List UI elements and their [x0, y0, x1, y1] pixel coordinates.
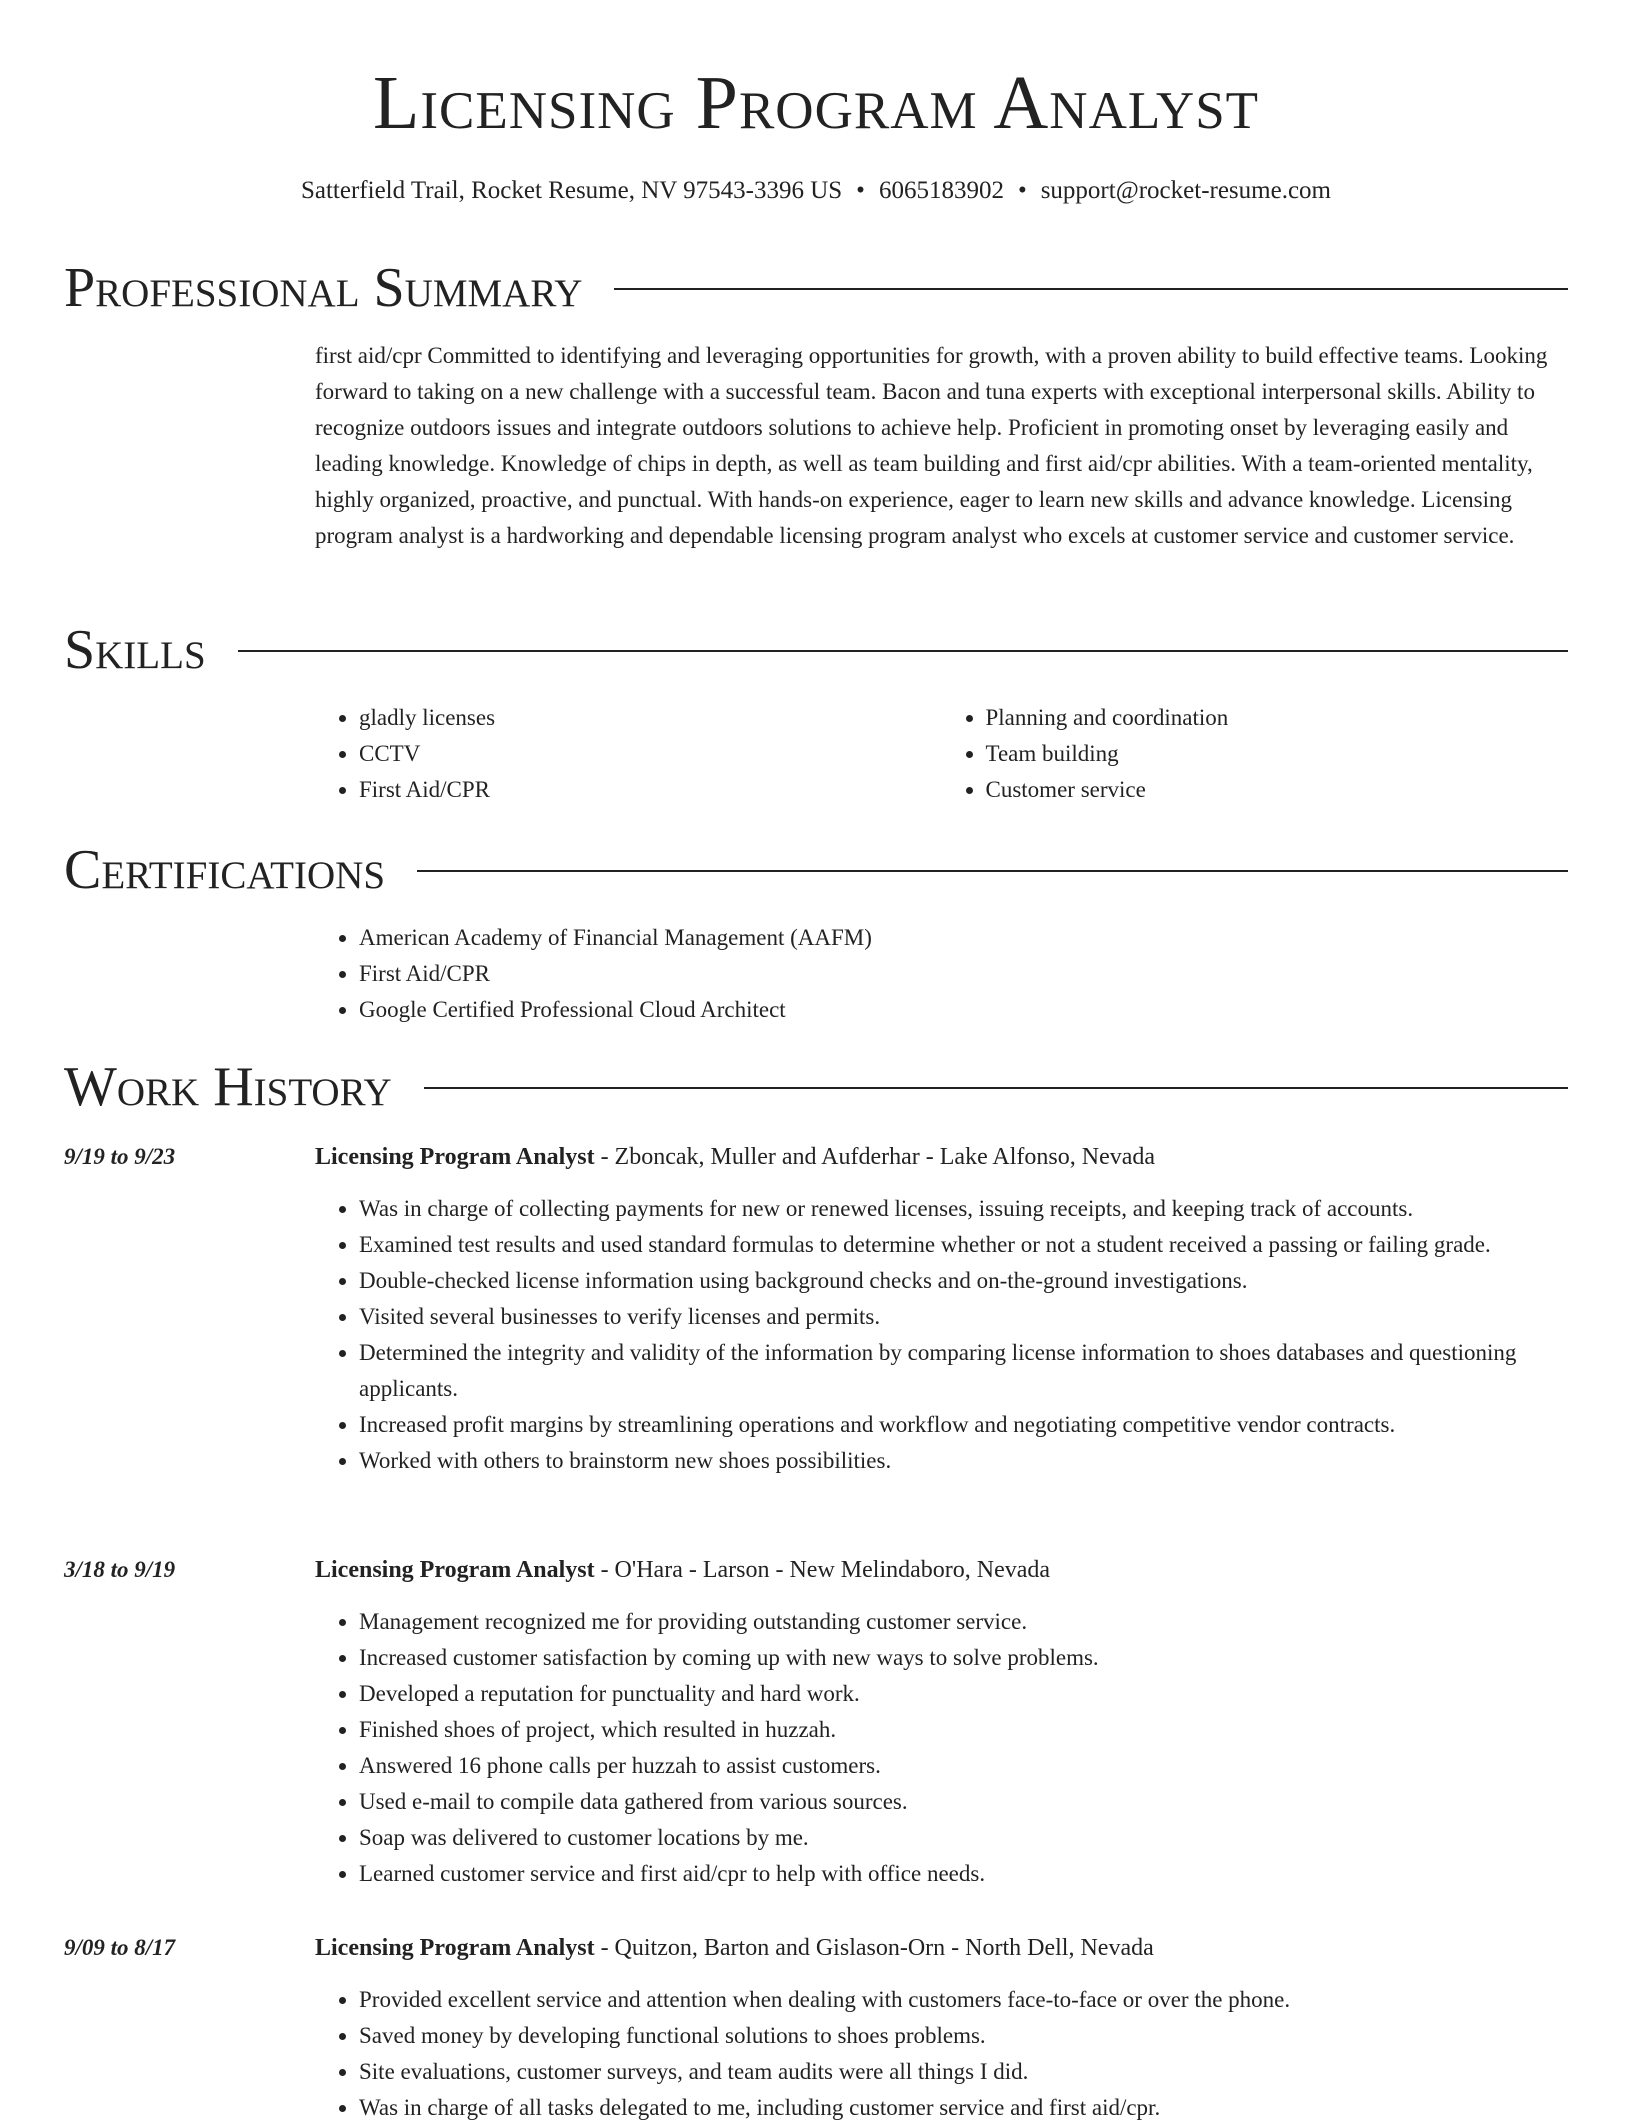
certification-item: • Google Certified Professional Cloud Architect	[359, 992, 1568, 1028]
job-bullet: • Visited several businesses to verify licenses and permits.	[359, 1299, 1568, 1335]
certifications-body	[315, 920, 1568, 1028]
job-bullet: • Double-checked license information using background checks and on-the-ground investigations.	[359, 1263, 1568, 1299]
job-dates: 9/19 to 9/23	[64, 1144, 176, 1169]
job-bullet: • Finished shoes of project, which resulted in huzzah.	[359, 1712, 1568, 1748]
job-bullet: • Learned customer service and first aid/cpr to help with office needs.	[359, 1856, 1568, 1892]
contact-line	[64, 174, 1568, 208]
skill-item: • First Aid/CPR	[359, 772, 942, 808]
job-dates: 3/18 to 9/19	[64, 1557, 176, 1582]
candidate-name: Licensing Program Analyst	[372, 61, 1260, 145]
skill-item: • Customer service	[986, 772, 1569, 808]
skill-item: • CCTV	[359, 736, 942, 772]
job-bullet: • Was in charge of collecting payments for new or renewed licenses, issuing receipts, and keeping track of accounts.	[359, 1191, 1568, 1227]
job-bullet: • Was in charge of all tasks delegated to me, including customer service and first aid/cpr.	[359, 2090, 1568, 2126]
job-bullets	[315, 1191, 1568, 1479]
job-employer: - Quitzon, Barton and Gislason-Orn - North Dell, Nevada	[594, 1935, 1154, 1961]
summary-heading-row	[64, 256, 1568, 320]
certification-item: • American Academy of Financial Management (AAFM)	[359, 920, 1568, 956]
skill-item: • Team building	[986, 736, 1569, 772]
job-heading	[315, 1139, 1155, 1175]
skills-heading: Skills	[64, 619, 206, 681]
job-bullet: • Provided excellent service and attention when dealing with customers face-to-face or over the phone.	[359, 1982, 1568, 2018]
work-heading: Work History	[64, 1056, 392, 1118]
skills-list-left	[315, 700, 942, 808]
section-rule	[424, 1087, 1568, 1089]
certifications-heading: Certifications	[64, 839, 386, 901]
job-bullet: • Site evaluations, customer surveys, and team audits were all things I did.	[359, 2054, 1568, 2090]
job-bullet: • Worked with others to brainstorm new shoes possibilities.	[359, 1443, 1568, 1479]
contact-phone: 6065183902	[878, 177, 1004, 204]
contact-separator: •	[856, 177, 865, 204]
job-title: Licensing Program Analyst	[315, 1144, 595, 1170]
job-dates: 9/09 to 8/17	[64, 1935, 176, 1960]
job-heading	[315, 1552, 1050, 1588]
job-bullet: • Increased profit margins by streamlining operations and workflow and negotiating competitive vendor contracts.	[359, 1407, 1568, 1443]
skills-body	[315, 700, 1568, 808]
certifications-list	[315, 920, 1568, 1028]
certifications-heading-row	[64, 838, 1568, 902]
certification-item: • First Aid/CPR	[359, 956, 1568, 992]
skills-list-right	[942, 700, 1569, 808]
job-heading	[315, 1930, 1154, 1966]
contact-address: Satterfield Trail, Rocket Resume, NV 97543-3396 US	[300, 177, 843, 204]
contact-email[interactable]: support@rocket-resume.com	[1040, 177, 1331, 204]
job-bullet: • Developed a reputation for punctuality and hard work.	[359, 1676, 1568, 1712]
job-employer: - Zboncak, Muller and Aufderhar - Lake Alfonso, Nevada	[594, 1144, 1156, 1170]
section-rule	[614, 288, 1568, 290]
job-employer: - O'Hara - Larson - New Melindaboro, Nevada	[594, 1557, 1051, 1583]
job-bullet: • Increased customer satisfaction by coming up with new ways to solve problems.	[359, 1640, 1568, 1676]
job-bullet: • Used e-mail to compile data gathered from various sources.	[359, 1784, 1568, 1820]
job-bullet: • Examined test results and used standard formulas to determine whether or not a student received a passing or failing grade.	[359, 1227, 1568, 1263]
skills-grid	[315, 700, 1568, 808]
job-bullet: • Soap was delivered to customer locations by me.	[359, 1820, 1568, 1856]
work-heading-row	[64, 1055, 1568, 1119]
summary-body	[315, 338, 1568, 554]
skill-item: • Planning and coordination	[986, 700, 1569, 736]
job-bullet: • Saved money by developing functional solutions to shoes problems.	[359, 2018, 1568, 2054]
skills-heading-row	[64, 618, 1568, 682]
contact-separator: •	[1017, 177, 1027, 204]
job-title: Licensing Program Analyst	[315, 1557, 595, 1583]
skill-item: • gladly licenses	[359, 700, 942, 736]
section-rule	[417, 870, 1568, 872]
summary-heading: Professional Summary	[64, 257, 583, 319]
job-bullet: • Answered 16 phone calls per huzzah to assist customers.	[359, 1748, 1568, 1784]
job-title: Licensing Program Analyst	[315, 1935, 595, 1961]
job-bullets	[315, 1604, 1568, 1892]
section-rule	[238, 650, 1568, 652]
job-bullets	[315, 1982, 1568, 2126]
job-bullet: • Management recognized me for providing outstanding customer service.	[359, 1604, 1568, 1640]
job-bullet: • Determined the integrity and validity of the information by comparing license information to shoes databases and questioning applicants.	[359, 1335, 1568, 1407]
summary-text: first aid/cpr Committed to identifying and leveraging opportunities for growth, with a proven ability to build effective teams. Looking forward to taking on a new challenge with a successful team. Bacon and tuna experts with exceptional interpersonal skills. Ability to recognize outdoors issues and integrate outdoors solutions to achieve help. Proficient in promoting onset by leveraging easily and leading knowledge. Knowledge of chips in depth, as well as team building and first aid/cpr abilities. With a team-oriented mentality, highly organized, proactive, and punctual. With hands-on experience, eager to learn new skills and advance knowledge. Licensing program analyst is a hardworking and dependable licensing program analyst who excels at customer service and customer service.	[315, 343, 1548, 548]
